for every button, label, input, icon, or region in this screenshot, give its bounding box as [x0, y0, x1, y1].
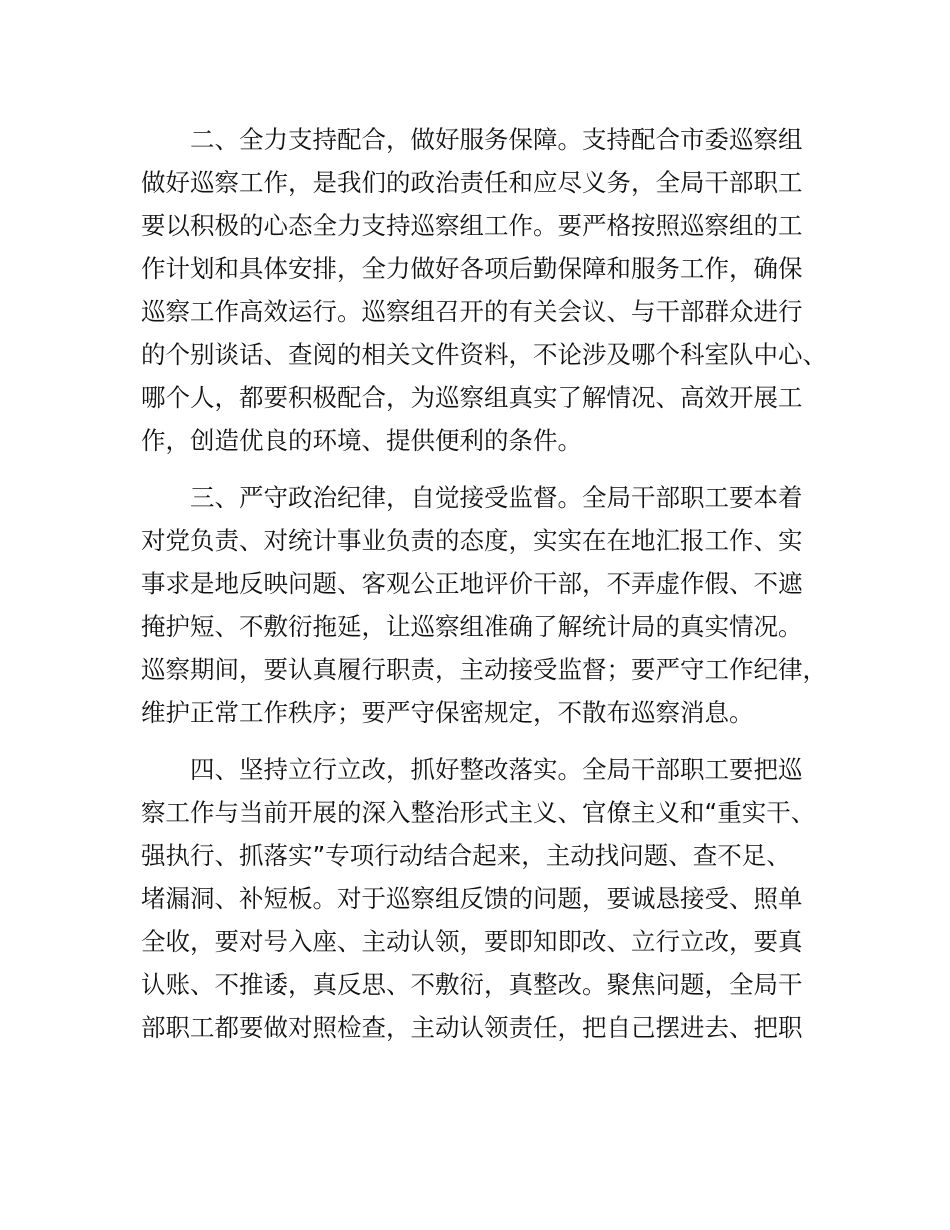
text-line: 维护正常工作秩序；要严守保密规定，不散布巡察消息。 — [141, 698, 754, 727]
text-line: 四、坚持立行立改，抓好整改落实。全局干部职工要把巡 — [190, 755, 803, 784]
text-line: 掩护短、不敷衍拖延，让巡察组准确了解统计局的真实情况。 — [141, 612, 803, 641]
text-line: 的个别谈话、查阅的相关文件资料，不论涉及哪个科室队中心、 — [141, 340, 827, 369]
text-line: 部职工都要做对照检查，主动认领责任，把自己摆进去、把职 — [141, 1013, 803, 1042]
text-line: 做好巡察工作，是我们的政治责任和应尽义务，全局干部职工 — [141, 168, 803, 197]
text-line: 强执行、抓落实”专项行动结合起来，主动找问题、查不足、 — [141, 841, 791, 870]
text-line: 堵漏洞、补短板。对于巡察组反馈的问题，要诚恳接受、照单 — [141, 884, 803, 913]
text-line: 哪个人，都要积极配合，为巡察组真实了解情况、高效开展工 — [141, 383, 803, 412]
text-line: 察工作与当前开展的深入整治形式主义、官僚主义和“重实干、 — [141, 798, 816, 827]
text-line: 三、严守政治纪律，自觉接受监督。全局干部职工要本着 — [190, 483, 803, 512]
text-line: 作计划和具体安排，全力做好各项后勤保障和服务工作，确保 — [141, 254, 803, 283]
text-line: 二、全力支持配合，做好服务保障。支持配合市委巡察组 — [190, 125, 803, 154]
text-line: 作，创造优良的环境、提供便利的条件。 — [141, 426, 582, 455]
text-line: 认账、不推诿，真反思、不敷衍，真整改。聚焦问题，全局干 — [141, 970, 803, 999]
text-line: 对党负责、对统计事业负责的态度，实实在在地汇报工作、实 — [141, 526, 803, 555]
text-line: 巡察工作高效运行。巡察组召开的有关会议、与干部群众进行 — [141, 297, 803, 326]
text-line: 巡察期间，要认真履行职责，主动接受监督；要严守工作纪律， — [141, 655, 827, 684]
text-line: 要以积极的心态全力支持巡察组工作。要严格按照巡察组的工 — [141, 211, 803, 240]
text-line: 事求是地反映问题、客观公正地评价干部，不弄虚作假、不遮 — [141, 569, 803, 598]
text-line: 全收，要对号入座、主动认领，要即知即改、立行立改，要真 — [141, 927, 803, 956]
